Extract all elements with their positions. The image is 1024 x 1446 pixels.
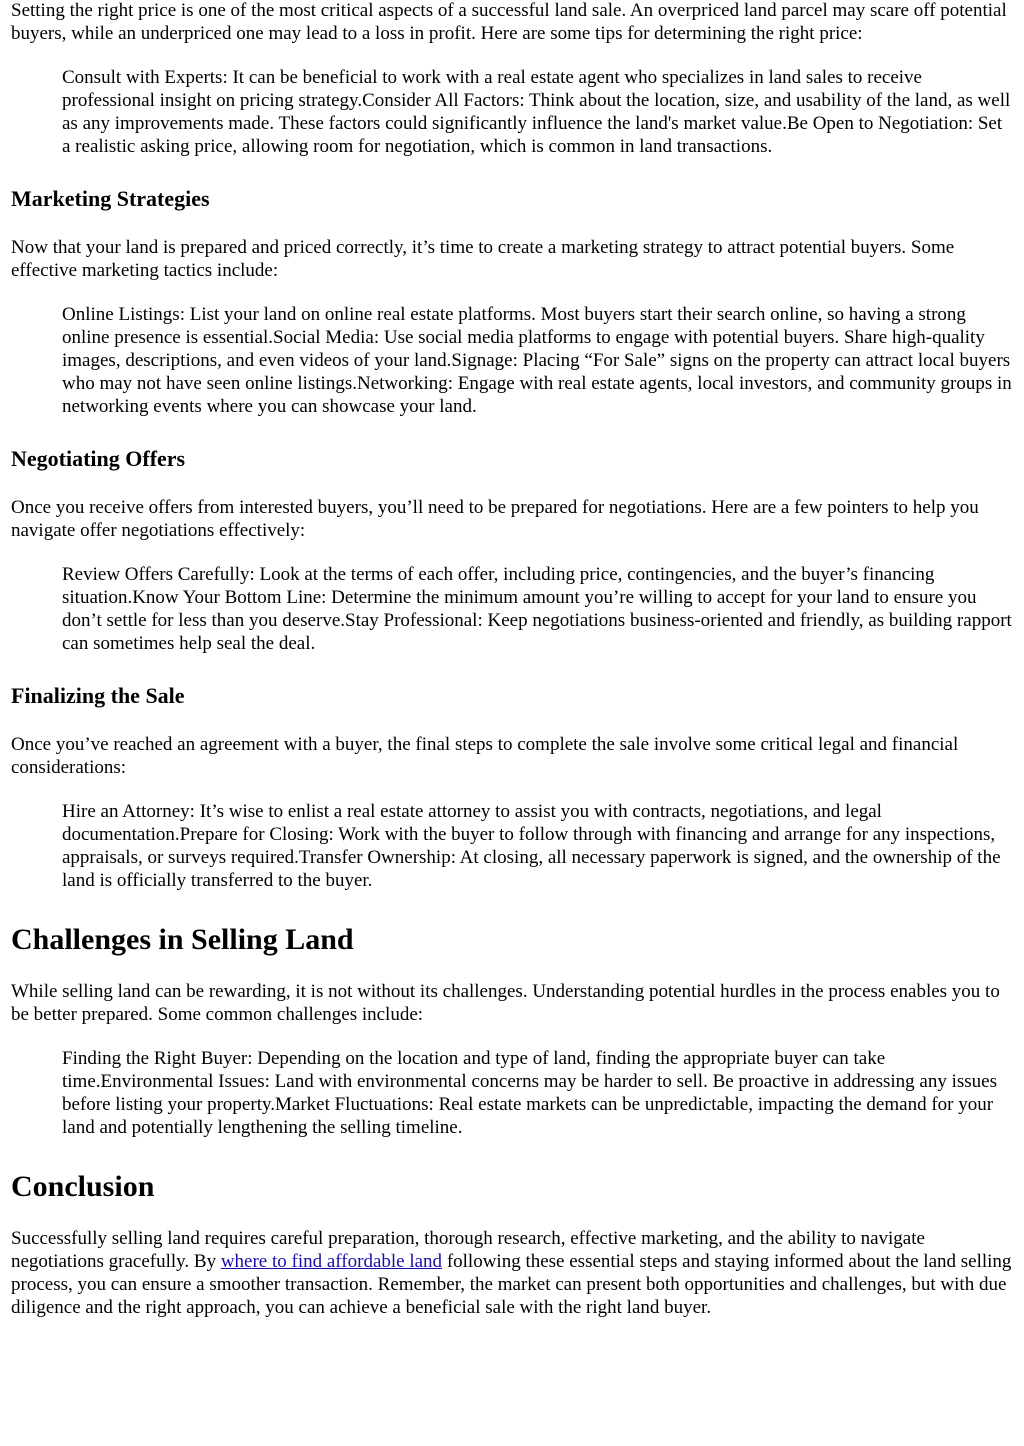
marketing-heading: Marketing Strategies — [11, 186, 210, 211]
negotiating-heading: Negotiating Offers — [11, 446, 186, 471]
challenges-tips: Finding the Right Buyer: Depending on the location and type of land, finding the appropriate buyer can take time.Environmental Issues: Land with environmental concerns may be harder to sell. Be proactive in addressing any issues before listing your property.Market Fluctuations: Real estate markets can be unpredictable, impacting the demand for your land and potentially lengthening the selling timeline. — [62, 1048, 997, 1138]
challenges-heading: Challenges in Selling Land — [11, 923, 354, 956]
negotiating-tips: Review Offers Carefully: Look at the terms of each offer, including price, contingencies, and the buyer’s financing situation.Know Your Bottom Line: Determine the minimum amount you’re willing to accept for your land to ensure you don’t settle for less than you deserve.Stay Professional: Keep negotiations business-oriented and friendly, as building rapport can sometimes help seal the deal. — [62, 564, 1012, 654]
affordable-land-link[interactable]: where to find affordable land — [220, 1251, 443, 1272]
marketing-tips: Online Listings: List your land on online real estate platforms. Most buyers start their search online, so having a strong online presence is essential.Social Media: Use social media platforms to engage with potential buyers. Share high-quality images, descriptions, and even videos of your land.Signage: Placing “For Sale” signs on the property can attract local buyers who may not have seen online listings.Networking: Engage with real estate agents, local investors, and community groups in networking events where you can showcase your land. — [62, 304, 1012, 417]
conclusion-heading: Conclusion — [11, 1170, 155, 1203]
negotiating-intro: Once you receive offers from interested buyers, you’ll need to be prepared for negotiations. Here are a few pointers to help you navigate offer negotiations effectively: — [11, 497, 979, 541]
conclusion-paragraph — [11, 1227, 1013, 1319]
conclusion-text-before-link: Successfully selling land requires careful preparation, thorough research, effective marketing, and the ability to navigate negotiations gracefully. By — [11, 1228, 925, 1272]
pricing-intro: Setting the right price is one of the most critical aspects of a successful land sale. An overpriced land parcel may scare off potential buyers, while an underpriced one may lead to a loss in profit. Here are some tips for determining the right price: — [11, 0, 1007, 44]
conclusion-text-after-link: following these essential steps and staying informed about the land selling process, you can ensure a smoother transaction. Remember, the market can present both opportunities and challenges, but with due diligence and the right approach, you can achieve a beneficial sale with the right land buyer. — [11, 1251, 1012, 1318]
marketing-intro: Now that your land is prepared and priced correctly, it’s time to create a marketing strategy to attract potential buyers. Some effective marketing tactics include: — [11, 237, 955, 281]
challenges-intro: While selling land can be rewarding, it is not without its challenges. Understanding potential hurdles in the process enables you to be better prepared. Some common challenges include: — [11, 981, 1000, 1025]
pricing-tips: Consult with Experts: It can be beneficial to work with a real estate agent who specializes in land sales to receive professional insight on pricing strategy.Consider All Factors: Think about the location, size, and usability of the land, as well as any improvements made. These factors could significantly influence the land's market value.Be Open to Negotiation: Set a realistic asking price, allowing room for negotiation, which is common in land transactions. — [62, 67, 1011, 157]
finalizing-tips: Hire an Attorney: It’s wise to enlist a real estate attorney to assist you with contracts, negotiations, and legal documentation.Prepare for Closing: Work with the buyer to follow through with financing and arrange for any inspections, appraisals, or surveys required.Transfer Ownership: At closing, all necessary paperwork is signed, and the ownership of the land is officially transferred to the buyer. — [62, 801, 1001, 891]
finalizing-heading: Finalizing the Sale — [11, 683, 185, 708]
finalizing-intro: Once you’ve reached an agreement with a buyer, the final steps to complete the sale involve some critical legal and financial considerations: — [11, 734, 959, 778]
